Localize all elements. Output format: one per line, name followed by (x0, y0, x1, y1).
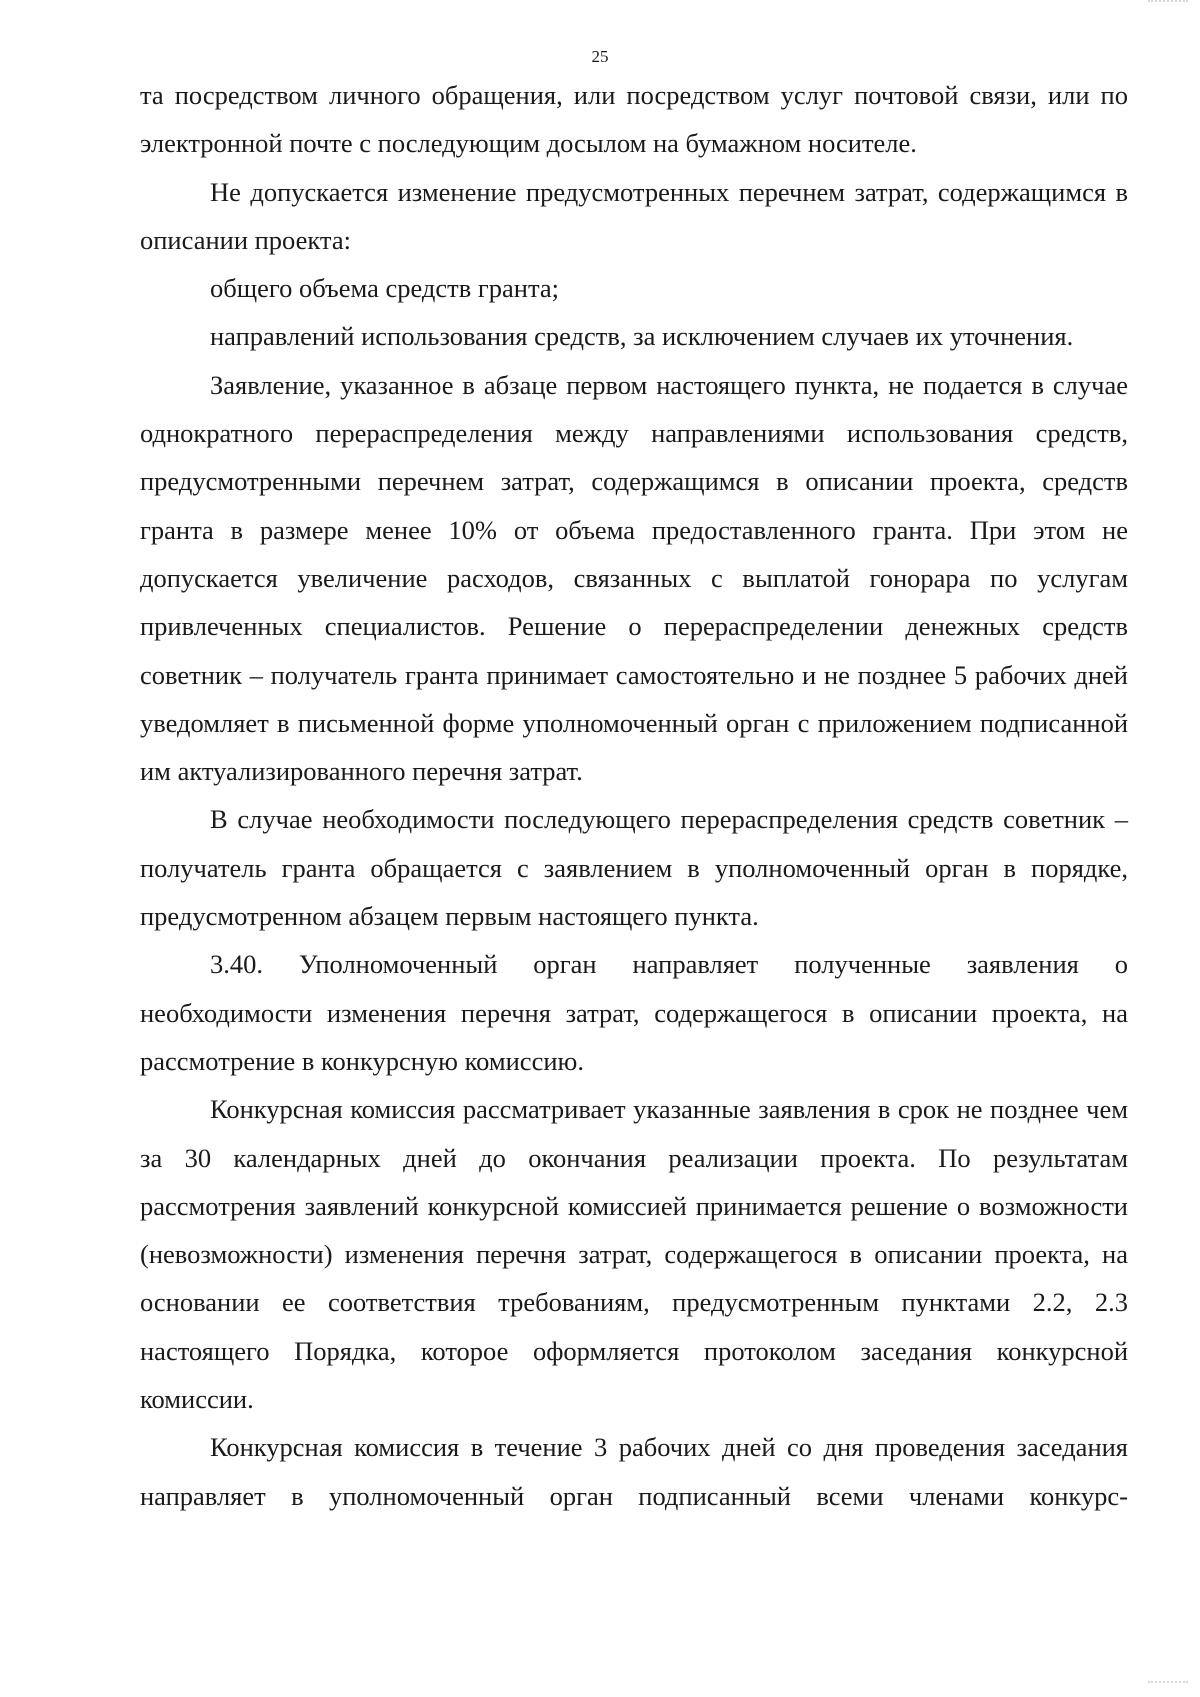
list-item-directions: направлений использования средств, за исключением случаев их уточнения. (210, 321, 1074, 352)
page-number: 25 (591, 47, 609, 66)
scan-mark-bottom (1148, 1681, 1188, 1691)
paragraph-redistribution: В случае необходимости последующего перераспределения средств советник – получатель гранта обращается с заявлением в уполномоченный орган в порядке, предусмотренном абзацем первым настоящего пункта. (140, 804, 1128, 932)
document-body (140, 71, 1128, 1520)
list-item-grant-volume: общего объема средств гранта; (210, 273, 559, 304)
paragraph-prohibition: Не допускается изменение предусмотренных перечнем затрат, содержащимся в описании проекта: (140, 176, 1128, 255)
paragraph-commission-notice: Конкурсная комиссия в течение 3 рабочих дней со дня проведения заседания направляет в уполномоченный орган подписанный всеми членами конкурс- (140, 1432, 1128, 1511)
paragraph-statement: Заявление, указанное в абзаце первом настоящего пункта, не подается в случае однократного перераспределения между направлениями использования средств, предусмотренными перечнем затрат, содержащимся в описании проекта, средств гранта в размере менее 10% от объема предоставленного гранта. При этом не допускается увеличение расходов, связанных с выплатой гонорара по услугам привлеченных специалистов. Решение о перераспределении денежных средств советник – получатель гранта принимает самостоятельно и не позднее 5 рабочих дней уведомляет в письменной форме уполномоченный орган с приложением подписанной им актуализированного перечня затрат. (140, 369, 1128, 787)
paragraph-commission-review: Конкурсная комиссия рассматривает указанные заявления в срок не позднее чем за 30 календарных дней до окончания реализации проекта. По результатам рассмотрения заявлений конкурсной комиссией принимается решение о возможности (невозможности) изменения перечня затрат, содержащегося в описании проекта, на основании ее соответствия требованиям, предусмотренным пунктами 2.2, 2.3 настоящего Порядка, которое оформляется протоколом заседания конкурсной комиссии. (140, 1094, 1128, 1415)
paragraph-clause-3-40: 3.40. Уполномоченный орган направляет полученные заявления о необходимости изменения перечня затрат, содержащегося в описании проекта, на рассмотрение в конкурсную комиссию. (140, 949, 1128, 1076)
paragraph-continuation: та посредством личного обращения, или посредством услуг почтовой связи, или по электронной почте с последующим досылом на бумажном носителе. (140, 80, 1128, 159)
scan-mark (1148, 0, 1188, 10)
